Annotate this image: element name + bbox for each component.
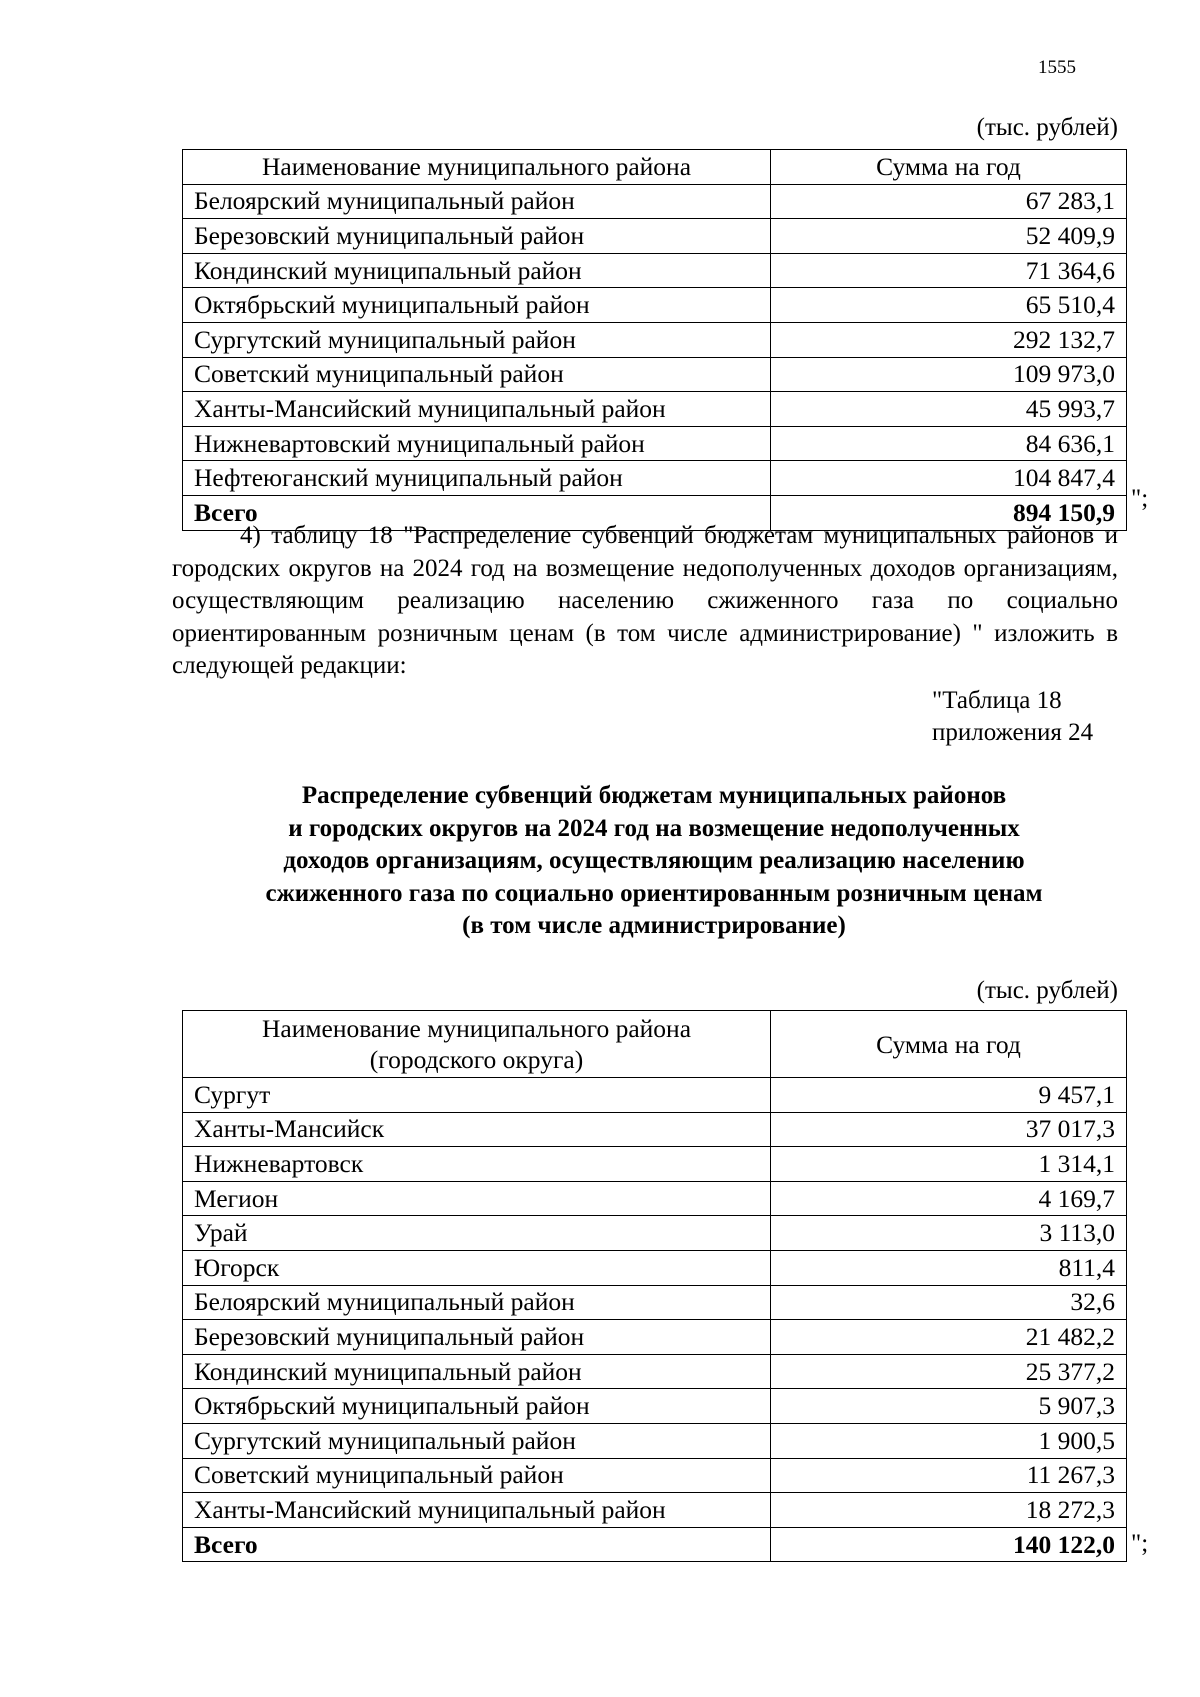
table-row bbox=[183, 1285, 1127, 1320]
table2-header-row bbox=[183, 1011, 1127, 1078]
table-row bbox=[183, 1389, 1127, 1424]
table1-units: (тыс. рублей) bbox=[976, 114, 1118, 141]
title-line: Распределение субвенций бюджетам муниципальных районов bbox=[301, 782, 1007, 809]
row-name: Кондинский муниципальный район bbox=[183, 253, 771, 288]
row-name: Ханты-Мансийск bbox=[183, 1112, 771, 1147]
table-row bbox=[183, 1250, 1127, 1285]
row-name: Белоярский муниципальный район bbox=[183, 184, 771, 219]
page-number: 1555 bbox=[1038, 57, 1076, 78]
row-name: Сургутский муниципальный район bbox=[183, 322, 771, 357]
table1-header-row bbox=[183, 150, 1127, 185]
row-name: Нефтеюганский муниципальный район bbox=[183, 461, 771, 496]
table2-closing-quote: "; bbox=[1131, 1530, 1149, 1557]
title-line: сжиженного газа по социально ориентированным розничным ценам bbox=[265, 879, 1043, 907]
table2-header-sum: Сумма на год bbox=[771, 1011, 1127, 1078]
table-row bbox=[183, 184, 1127, 219]
row-name: Югорск bbox=[183, 1250, 771, 1285]
row-value: 52 409,9 bbox=[771, 219, 1127, 254]
table-row bbox=[183, 1458, 1127, 1493]
table-row bbox=[183, 1320, 1127, 1355]
row-name: Ханты-Мансийский муниципальный район bbox=[183, 1493, 771, 1528]
row-value: 4 169,7 bbox=[771, 1181, 1127, 1216]
total-value: 140 122,0 bbox=[771, 1527, 1127, 1562]
row-value: 811,4 bbox=[771, 1250, 1127, 1285]
table1 bbox=[182, 149, 1127, 531]
row-value: 1 900,5 bbox=[771, 1423, 1127, 1458]
row-name: Советский муниципальный район bbox=[183, 357, 771, 392]
table-row bbox=[183, 1354, 1127, 1389]
table-row bbox=[183, 1423, 1127, 1458]
row-name: Октябрьский муниципальный район bbox=[183, 1389, 771, 1424]
row-value: 65 510,4 bbox=[771, 288, 1127, 323]
row-value: 21 482,2 bbox=[771, 1320, 1127, 1355]
row-name: Нижневартовск bbox=[183, 1147, 771, 1182]
table2 bbox=[182, 1010, 1127, 1562]
table-row bbox=[183, 1181, 1127, 1216]
row-value: 5 907,3 bbox=[771, 1389, 1127, 1424]
table2-header-name-line1: Наименование муниципального района bbox=[261, 1014, 692, 1043]
amendment-text: 4) таблицу 18 "Распределение субвенций бюджетам муниципальных районов и городских округов на 2024 год на возмещение недополученных доходов организациям, осуществляющим реализацию населению сжиженного газа по социально ориентированным розничным ценам (в том числе администрирование) " изложить в следующей редакции: bbox=[172, 522, 1118, 679]
table-row bbox=[183, 253, 1127, 288]
row-value: 84 636,1 bbox=[771, 426, 1127, 461]
table2-units: (тыс. рублей) bbox=[976, 977, 1118, 1004]
title-line: (в том числе администрирование) bbox=[462, 912, 846, 939]
table1-header-sum: Сумма на год bbox=[771, 150, 1127, 185]
total-value: 894 150,9 bbox=[771, 495, 1127, 530]
row-value: 292 132,7 bbox=[771, 322, 1127, 357]
row-value: 45 993,7 bbox=[771, 392, 1127, 427]
row-name: Ханты-Мансийский муниципальный район bbox=[183, 392, 771, 427]
table1-header-name: Наименование муниципального района bbox=[183, 150, 771, 185]
table-row bbox=[183, 322, 1127, 357]
title-line: доходов организациям, осуществляющим реализацию населению bbox=[283, 847, 1025, 874]
row-value: 11 267,3 bbox=[771, 1458, 1127, 1493]
title-line: и городских округов на 2024 год на возмещение недополученных bbox=[288, 814, 1020, 842]
table-row bbox=[183, 288, 1127, 323]
row-value: 32,6 bbox=[771, 1285, 1127, 1320]
row-value: 9 457,1 bbox=[771, 1078, 1127, 1113]
amendment-paragraph bbox=[172, 520, 1118, 683]
row-name: Кондинский муниципальный район bbox=[183, 1354, 771, 1389]
row-name: Нижневартовский муниципальный район bbox=[183, 426, 771, 461]
total-row bbox=[183, 1527, 1127, 1562]
table-row bbox=[183, 1147, 1127, 1182]
row-value: 18 272,3 bbox=[771, 1493, 1127, 1528]
row-value: 71 364,6 bbox=[771, 253, 1127, 288]
row-name: Белоярский муниципальный район bbox=[183, 1285, 771, 1320]
row-name: Березовский муниципальный район bbox=[183, 219, 771, 254]
table-reference-line1: "Таблица 18 bbox=[932, 687, 1062, 714]
row-name: Березовский муниципальный район bbox=[183, 1320, 771, 1355]
table-row bbox=[183, 1078, 1127, 1113]
table-row bbox=[183, 1112, 1127, 1147]
row-name: Мегион bbox=[183, 1181, 771, 1216]
table2-header-name bbox=[183, 1011, 771, 1078]
table-row bbox=[183, 426, 1127, 461]
row-value: 109 973,0 bbox=[771, 357, 1127, 392]
table-reference-line2: приложения 24 bbox=[932, 719, 1094, 746]
total-label: Всего bbox=[183, 1527, 771, 1562]
table-row bbox=[183, 219, 1127, 254]
table-row bbox=[183, 461, 1127, 496]
row-value: 3 113,0 bbox=[771, 1216, 1127, 1251]
table2-header-name-line2: (городского округа) bbox=[369, 1045, 584, 1074]
row-name: Советский муниципальный район bbox=[183, 1458, 771, 1493]
table-row bbox=[183, 392, 1127, 427]
row-value: 25 377,2 bbox=[771, 1354, 1127, 1389]
row-value: 67 283,1 bbox=[771, 184, 1127, 219]
row-name: Сургутский муниципальный район bbox=[183, 1423, 771, 1458]
table-row bbox=[183, 1493, 1127, 1528]
total-label: Всего bbox=[183, 495, 771, 530]
table1-closing-quote: "; bbox=[1131, 485, 1149, 512]
row-value: 104 847,4 bbox=[771, 461, 1127, 496]
row-value: 1 314,1 bbox=[771, 1147, 1127, 1182]
table-row bbox=[183, 357, 1127, 392]
row-value: 37 017,3 bbox=[771, 1112, 1127, 1147]
table-title bbox=[182, 780, 1126, 943]
table-row bbox=[183, 1216, 1127, 1251]
table-reference bbox=[932, 685, 1093, 749]
row-name: Октябрьский муниципальный район bbox=[183, 288, 771, 323]
row-name: Сургут bbox=[183, 1078, 771, 1113]
row-name: Урай bbox=[183, 1216, 771, 1251]
